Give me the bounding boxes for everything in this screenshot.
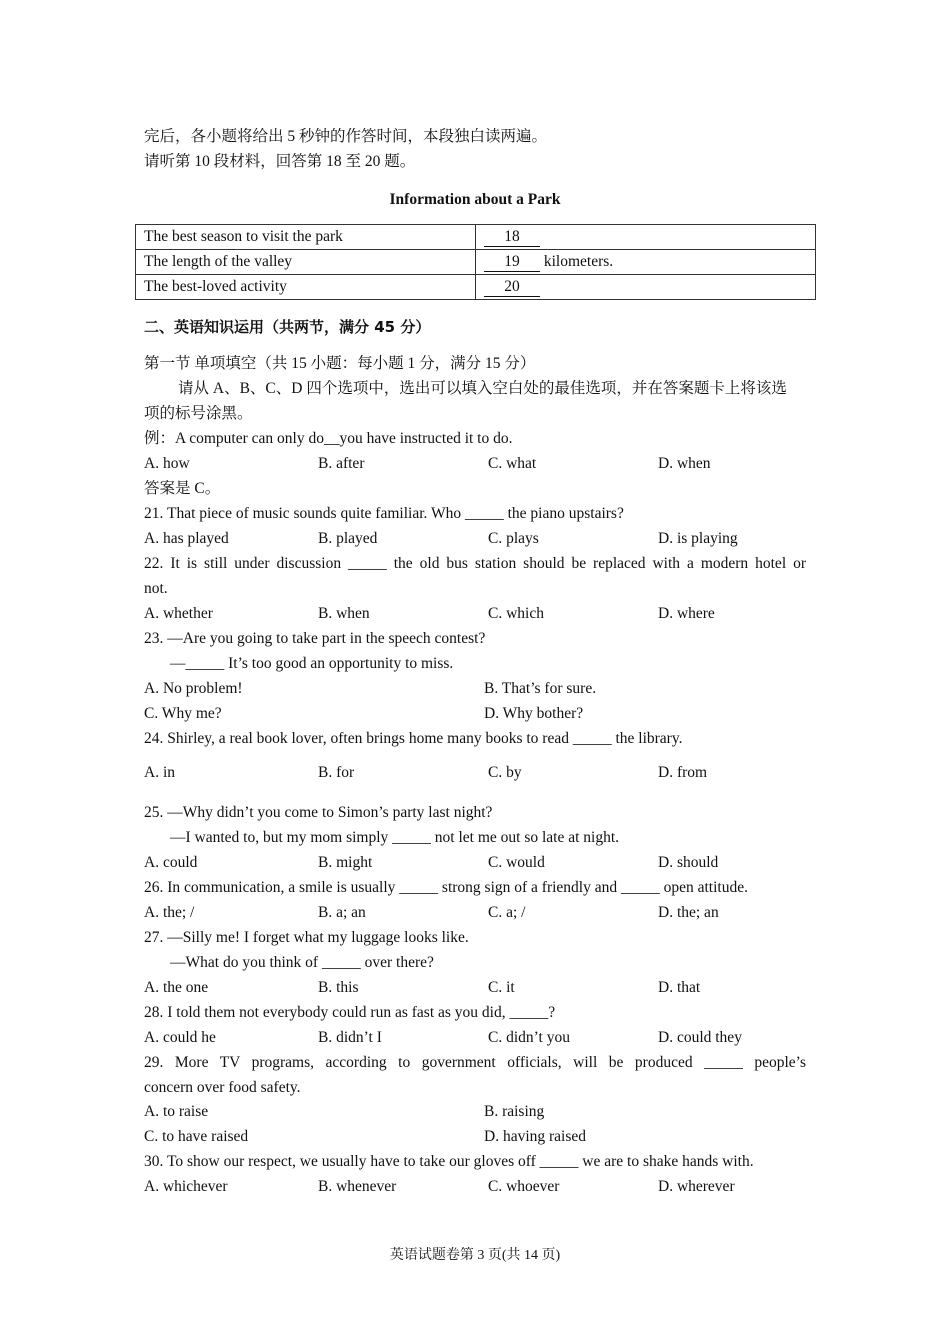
question-30-option-a[interactable]: A. whichever — [144, 1178, 228, 1195]
question-29-option-b[interactable]: B. raising — [484, 1103, 545, 1120]
question-27-option-c[interactable]: C. it — [488, 979, 515, 996]
question-26-option-c[interactable]: C. a; / — [488, 904, 526, 921]
question-28-option-a[interactable]: A. could he — [144, 1029, 216, 1046]
question-29-option-c[interactable]: C. to have raised — [144, 1128, 249, 1145]
question-27-reply: —What do you think of _____ over there? — [170, 954, 434, 971]
question-22-stem: 22. It is still under discussion _____ the old bus station should be replaced with a modern hotel or — [144, 555, 806, 572]
example-answer: 答案是 C。 — [144, 480, 221, 497]
question-26-option-b[interactable]: B. a; an — [318, 904, 366, 921]
example-option-a: A. how — [144, 455, 190, 472]
question-25-option-c[interactable]: C. would — [488, 854, 545, 871]
table-answer-cell — [476, 275, 816, 300]
question-25-stem: 25. —Why didn’t you come to Simon’s party last night? — [144, 804, 493, 821]
question-30-option-b[interactable]: B. whenever — [318, 1178, 397, 1195]
question-26-stem: 26. In communication, a smile is usually _____ strong sign of a friendly and _____ open attitude. — [144, 879, 748, 896]
answer-blank[interactable]: 19 — [484, 253, 540, 272]
question-22-option-a[interactable]: A. whether — [144, 605, 213, 622]
table-row — [136, 275, 816, 300]
table-label: The best season to visit the park — [136, 225, 476, 250]
answer-blank[interactable]: 20 — [484, 278, 540, 297]
question-25-option-b[interactable]: B. might — [318, 854, 373, 871]
question-29-option-d[interactable]: D. having raised — [484, 1128, 587, 1145]
intro-line-1: 完后，各小题将给出 5 秒钟的作答时间，本段独白读两遍。 — [144, 128, 548, 145]
table-label: The length of the valley — [136, 250, 476, 275]
question-30-option-c[interactable]: C. whoever — [488, 1178, 560, 1195]
question-25-option-d[interactable]: D. should — [658, 854, 719, 871]
question-21-option-a[interactable]: A. has played — [144, 530, 229, 547]
question-28-option-b[interactable]: B. didn’t I — [318, 1029, 382, 1046]
instruction-line-1: 请从 A、B、C、D 四个选项中，选出可以填入空白处的最佳选项，并在答案题卡上将该选 — [178, 380, 787, 397]
answer-blank[interactable]: 18 — [484, 228, 540, 247]
question-21-option-d[interactable]: D. is playing — [658, 530, 738, 547]
question-27-stem: 27. —Silly me! I forget what my luggage looks like. — [144, 929, 469, 946]
table-label: The best-loved activity — [136, 275, 476, 300]
question-27-option-a[interactable]: A. the one — [144, 979, 209, 996]
example-option-d: D. when — [658, 455, 711, 472]
question-21-option-c[interactable]: C. plays — [488, 530, 539, 547]
instruction-line-2: 项的标号涂黑。 — [144, 405, 253, 422]
table-row — [136, 250, 816, 275]
question-25-reply: —I wanted to, but my mom simply _____ not let me out so late at night. — [170, 829, 620, 846]
question-22-option-d[interactable]: D. where — [658, 605, 715, 622]
question-21-option-b[interactable]: B. played — [318, 530, 378, 547]
question-24-stem: 24. Shirley, a real book lover, often brings home many books to read _____ the library. — [144, 730, 683, 747]
question-24-option-a[interactable]: A. in — [144, 764, 175, 781]
question-30-option-d[interactable]: D. wherever — [658, 1178, 735, 1195]
question-21-stem: 21. That piece of music sounds quite familiar. Who _____ the piano upstairs? — [144, 505, 624, 522]
question-23-reply: —_____ It’s too good an opportunity to miss. — [170, 655, 454, 672]
table-row — [136, 225, 816, 250]
info-table — [135, 224, 816, 300]
example-option-c: C. what — [488, 455, 537, 472]
question-25-option-a[interactable]: A. could — [144, 854, 198, 871]
section1-heading: 第一节 单项填空（共 15 小题：每小题 1 分，满分 15 分） — [144, 355, 536, 372]
question-27-option-d[interactable]: D. that — [658, 979, 701, 996]
question-26-option-d[interactable]: D. the; an — [658, 904, 719, 921]
question-23-option-a[interactable]: A. No problem! — [144, 680, 243, 697]
question-30-stem: 30. To show our respect, we usually have to take our gloves off _____ we are to shake hands with. — [144, 1153, 754, 1170]
question-22-stem-cont: not. — [144, 580, 168, 597]
intro-line-2: 请听第 10 段材料，回答第 18 至 20 题。 — [144, 153, 416, 170]
answer-suffix: kilometers. — [540, 253, 614, 270]
question-28-option-c[interactable]: C. didn’t you — [488, 1029, 570, 1046]
question-23-option-c[interactable]: C. Why me? — [144, 705, 222, 722]
question-23-option-b[interactable]: B. That’s for sure. — [484, 680, 597, 697]
question-29-stem: 29. More TV programs, according to government officials, will be produced _____ people’s — [144, 1054, 806, 1071]
page-footer: 英语试题卷第 3 页(共 14 页) — [389, 1248, 561, 1263]
question-29-stem-cont: concern over food safety. — [144, 1079, 301, 1096]
question-23-option-d[interactable]: D. Why bother? — [484, 705, 584, 722]
table-answer-cell — [476, 250, 816, 275]
question-24-option-c[interactable]: C. by — [488, 764, 522, 781]
question-29-option-a[interactable]: A. to raise — [144, 1103, 209, 1120]
question-22-option-b[interactable]: B. when — [318, 605, 370, 622]
question-22-option-c[interactable]: C. which — [488, 605, 544, 622]
table-title: Information about a Park — [389, 191, 561, 208]
question-26-option-a[interactable]: A. the; / — [144, 904, 195, 921]
question-24-option-b[interactable]: B. for — [318, 764, 355, 781]
example-option-b: B. after — [318, 455, 365, 472]
part2-heading: 二、英语知识运用（共两节，满分 45 分） — [144, 318, 431, 336]
question-23-stem: 23. —Are you going to take part in the speech contest? — [144, 630, 486, 647]
question-28-option-d[interactable]: D. could they — [658, 1029, 742, 1046]
example-stem: 例：A computer can only do__you have instructed it to do. — [144, 430, 513, 447]
question-27-option-b[interactable]: B. this — [318, 979, 359, 996]
table-answer-cell — [476, 225, 816, 250]
question-28-stem: 28. I told them not everybody could run as fast as you did, _____? — [144, 1004, 556, 1021]
question-24-option-d[interactable]: D. from — [658, 764, 708, 781]
